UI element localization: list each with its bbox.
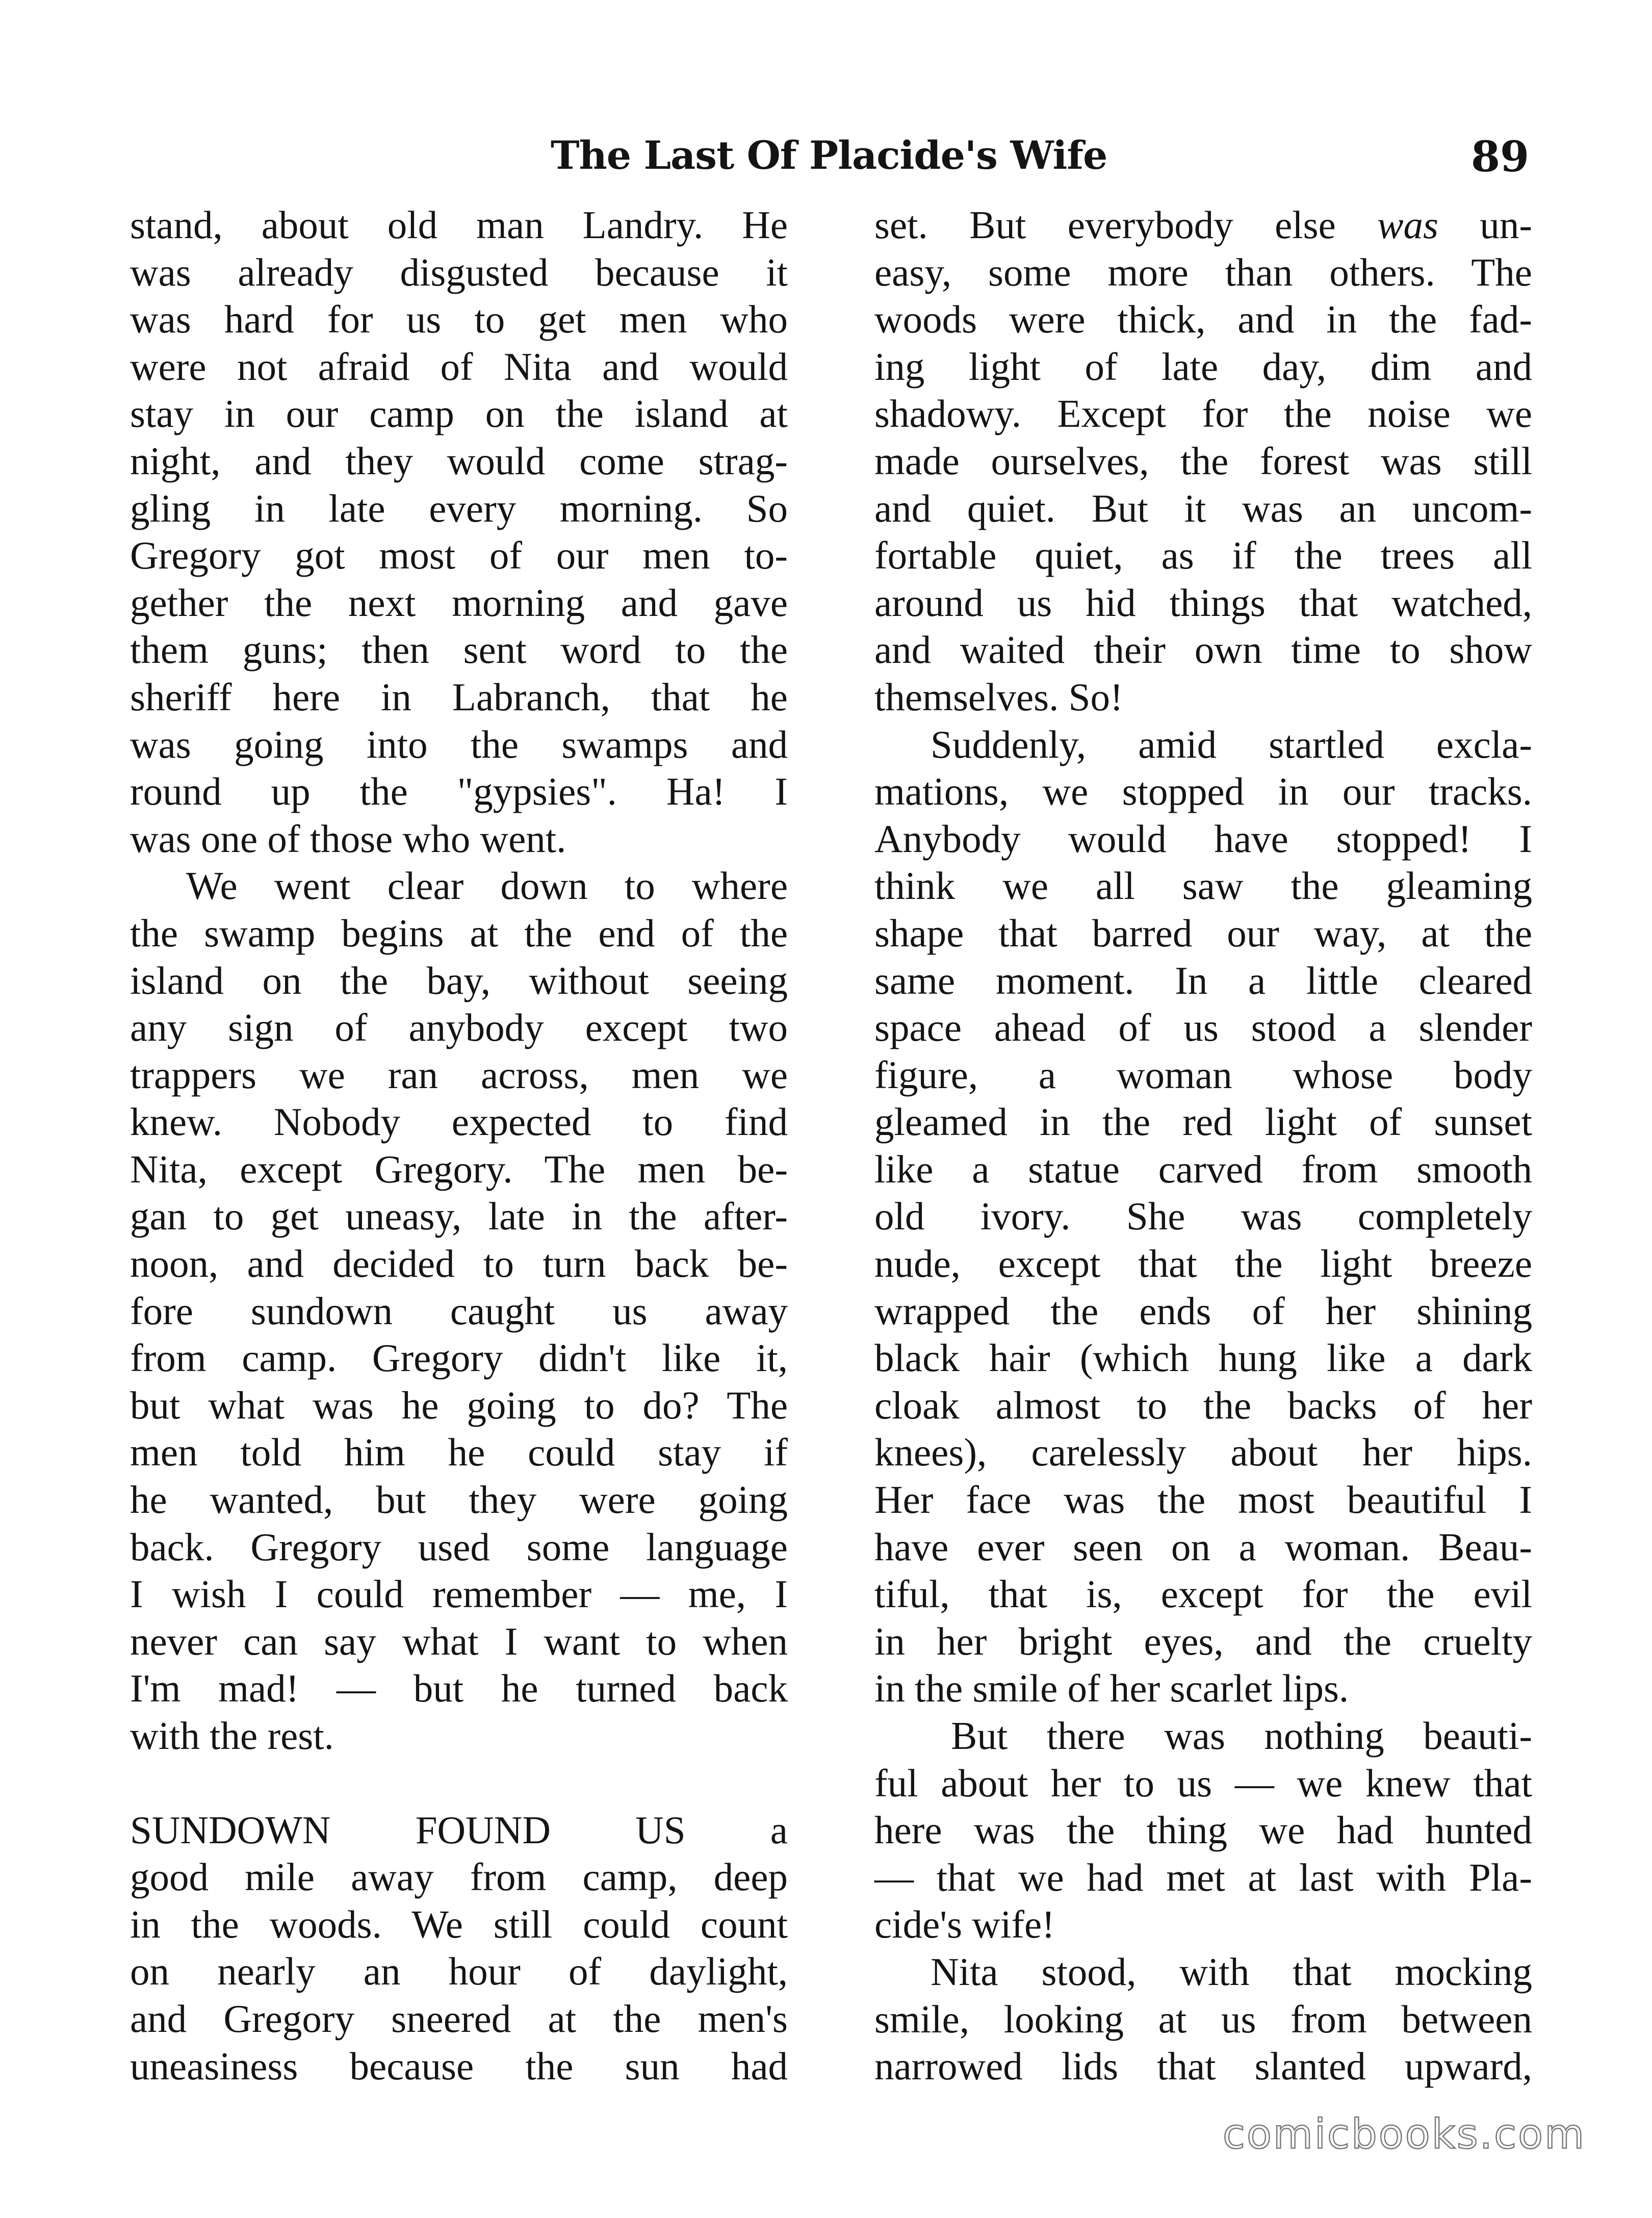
text-line: Gregory got most of our men to- xyxy=(130,533,788,578)
text-line: space ahead of us stood a slender xyxy=(874,1005,1532,1050)
text-line: wrapped the ends of her shining xyxy=(874,1288,1532,1333)
text-line: shadowy. Except for the noise we xyxy=(874,392,1532,436)
text-line: same moment. In a little cleared xyxy=(874,958,1532,1002)
text-line: gling in late every morning. So xyxy=(130,486,788,530)
text-line: think we all saw the gleaming xyxy=(874,864,1532,908)
text-line: around us hid things that watched, xyxy=(874,580,1532,625)
text-line: smile, looking at us from between xyxy=(874,1997,1532,2041)
text-line: island on the bay, without seeing xyxy=(130,958,788,1002)
text-line: fore sundown caught us away xyxy=(130,1288,788,1333)
text-line: in the smile of her scarlet lips. xyxy=(874,1666,1349,1711)
text-line: gan to get uneasy, late in the after- xyxy=(130,1194,788,1239)
text-line: the swamp begins at the end of the xyxy=(130,911,788,955)
text-line: I'm mad! — but he turned back xyxy=(130,1666,788,1711)
text-line: on nearly an hour of daylight, xyxy=(130,1949,788,1994)
text-line: have ever seen on a woman. Beau- xyxy=(874,1525,1532,1569)
text-line: round up the "gypsies". Ha! I xyxy=(130,769,788,814)
text-line: fortable quiet, as if the trees all xyxy=(874,533,1532,578)
text-line: I wish I could remember — me, I xyxy=(130,1572,788,1616)
text-line: was going into the swamps and xyxy=(130,722,788,766)
text-line: mations, we stopped in our tracks. xyxy=(874,769,1532,814)
text-line: set. But everybody else was un- xyxy=(874,203,1532,247)
watermark: comicbooks.com xyxy=(1222,2110,1586,2158)
text-line: ful about her to us — we knew that xyxy=(874,1761,1532,1805)
text-line: good mile away from camp, deep xyxy=(130,1855,788,1899)
text-line: in her bright eyes, and the cruelty xyxy=(874,1619,1532,1663)
page-number: 89 xyxy=(1471,133,1530,182)
text-line: night, and they would come strag- xyxy=(130,439,788,483)
text-line: any sign of anybody except two xyxy=(130,1005,788,1050)
text-line: Nita stood, with that mocking xyxy=(931,1949,1532,1994)
text-line: but what was he going to do? The xyxy=(130,1383,788,1427)
text-line: We went clear down to where xyxy=(186,864,788,908)
text-line: made ourselves, the forest was still xyxy=(874,439,1532,483)
text-line: gether the next morning and gave xyxy=(130,580,788,625)
text-line: Suddenly, amid startled excla- xyxy=(931,722,1532,766)
text-line: noon, and decided to turn back be- xyxy=(130,1242,788,1286)
text-line: trappers we ran across, men we xyxy=(130,1052,788,1097)
text-line: easy, some more than others. The xyxy=(874,250,1532,294)
emphasis: was xyxy=(1377,203,1438,247)
text-line: and Gregory sneered at the men's xyxy=(130,1996,788,2041)
text-line: was hard for us to get men who xyxy=(130,297,788,342)
text-line: old ivory. She was completely xyxy=(874,1194,1532,1239)
text-line: and quiet. But it was an uncom- xyxy=(874,486,1532,530)
text-line: nude, except that the light breeze xyxy=(874,1242,1532,1286)
text-line: woods were thick, and in the fad- xyxy=(874,297,1532,342)
text-line: back. Gregory used some language xyxy=(130,1525,788,1569)
text-line: cide's wife! xyxy=(874,1902,1055,1947)
text-line: sheriff here in Labranch, that he xyxy=(130,675,788,719)
text-line: were not afraid of Nita and would xyxy=(130,344,788,389)
text-line: black hair (which hung like a dark xyxy=(874,1336,1532,1380)
text-column-right xyxy=(874,201,1532,2090)
text-line: never can say what I want to when xyxy=(130,1619,788,1663)
text-line: stay in our camp on the island at xyxy=(130,392,788,436)
text-line: SUNDOWN FOUND US a xyxy=(130,1808,788,1852)
text-line: was already disgusted because it xyxy=(130,250,788,294)
text-line: he wanted, but they were going xyxy=(130,1478,788,1522)
running-title: The Last Of Placide's Wife xyxy=(551,133,1107,178)
text-line: with the rest. xyxy=(130,1714,334,1758)
text-line: Anybody would have stopped! I xyxy=(874,816,1532,861)
text-line: knew. Nobody expected to find xyxy=(130,1100,788,1144)
text-line: here was the thing we had hunted xyxy=(874,1808,1532,1852)
text-line: gleamed in the red light of sunset xyxy=(874,1100,1532,1144)
text-line: figure, a woman whose body xyxy=(874,1052,1532,1097)
text-line: tiful, that is, except for the evil xyxy=(874,1572,1532,1616)
text-line: like a statue carved from smooth xyxy=(874,1147,1532,1191)
text-line: Nita, except Gregory. The men be- xyxy=(130,1147,788,1191)
text-line: from camp. Gregory didn't like it, xyxy=(130,1336,788,1380)
text-line: Her face was the most beautiful I xyxy=(874,1478,1532,1522)
text-line: — that we had met at last with Pla- xyxy=(874,1855,1532,1899)
text-line: themselves. So! xyxy=(874,675,1123,719)
text-line: was one of those who went. xyxy=(130,816,566,861)
text-line: men told him he could stay if xyxy=(130,1430,788,1475)
text-line: uneasiness because the sun had xyxy=(130,2044,788,2088)
text-line: But there was nothing beauti- xyxy=(951,1714,1532,1758)
text-line: and waited their own time to show xyxy=(874,628,1532,672)
text-line: stand, about old man Landry. He xyxy=(130,203,788,247)
text-line: ing light of late day, dim and xyxy=(874,344,1532,389)
text-column-left xyxy=(130,201,788,2090)
text-line: narrowed lids that slanted upward, xyxy=(874,2044,1532,2088)
text-line: them guns; then sent word to the xyxy=(130,628,788,672)
page-header xyxy=(0,127,1652,194)
text-line: shape that barred our way, at the xyxy=(874,911,1532,955)
text-line: in the woods. We still could count xyxy=(130,1902,788,1946)
text-line: knees), carelessly about her hips. xyxy=(874,1430,1532,1475)
text-line: cloak almost to the backs of her xyxy=(874,1383,1532,1427)
